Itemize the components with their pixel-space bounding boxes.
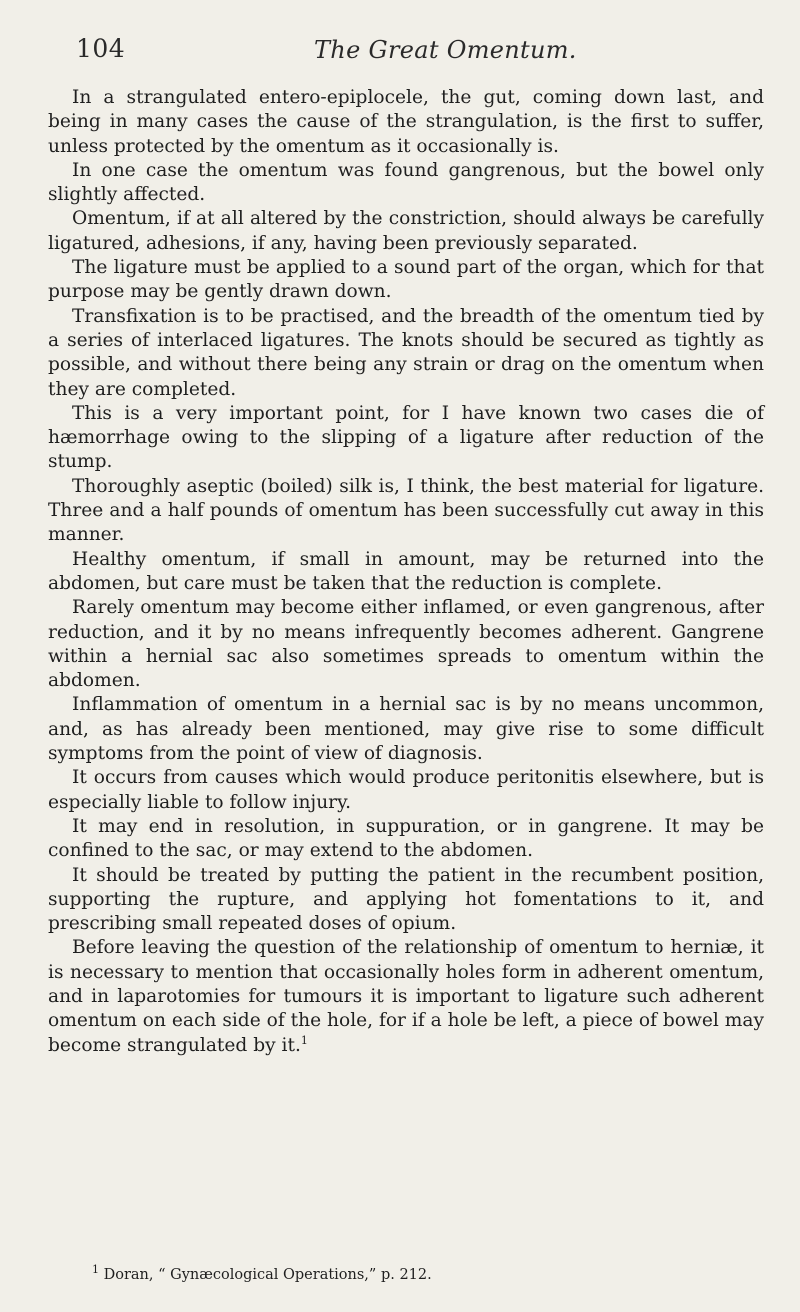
paragraph: This is a very important point, for I have known two cases die of hæmorrhage owing to the slipping of a ligature after reduction of the stump.	[48, 402, 764, 473]
paragraph: It should be treated by putting the patient in the recumbent position, supporting the rupture, and applying hot fomentations to it, and prescribing small repeated doses of opium.	[48, 864, 764, 935]
paragraph-text: Before leaving the question of the relationship of omentum to herniæ, it is necessary to mention that occasionally holes form in adherent omentum, and in laparotomies for tumours it is important to ligature such adherent omentum on each side of the hole, for if a hole be left, a piece of bowel may become strangulated by it.	[48, 937, 764, 1056]
running-title: The Great Omentum.	[314, 36, 577, 64]
paragraph: In one case the omentum was found gangrenous, but the bowel only slightly affected.	[48, 159, 764, 206]
paragraph: Healthy omentum, if small in amount, may be returned into the abdomen, but care must be taken that the reduction is complete.	[48, 548, 764, 594]
paragraph: Thoroughly aseptic (boiled) silk is, I think, the best material for ligature. Three and a half pounds of omentum has been successfully cut away in this manner.	[48, 475, 764, 546]
paragraph: Rarely omentum may become either inflamed, or even gangrenous, after reduction, and it by no means infrequently becomes adherent. Gangrene within a hernial sac also sometimes spreads to omentum within the abdomen.	[48, 597, 764, 692]
page-header	[44, 34, 756, 70]
footnote-marker: 1	[92, 1263, 99, 1277]
page-number: 104	[76, 34, 126, 63]
paragraph: In a strangulated entero-epiplocele, the gut, coming down last, and being in many cases the cause of the strangulation, is the first to suffer, unless protected by the omentum as it occasionally is.	[48, 87, 764, 157]
paragraph: Omentum, if at all altered by the constriction, should always be carefully ligatured, adhesions, if any, having been previously separated.	[48, 208, 764, 254]
paragraph-with-footnote-ref	[48, 936, 764, 1057]
paragraph: Transfixation is to be practised, and the breadth of the omentum tied by a series of interlaced ligatures. The knots should be secured as tightly as possible, and without there being any strain or drag on the omentum when they are completed.	[48, 305, 764, 400]
footnote	[48, 1263, 764, 1284]
body-text	[48, 86, 764, 1058]
paragraph: The ligature must be applied to a sound part of the organ, which for that purpose may be gently drawn down.	[48, 257, 764, 303]
paragraph: Inflammation of omentum in a hernial sac is by no means uncommon, and, as has already been mentioned, may give rise to some difficult symptoms from the point of view of diagnosis.	[48, 694, 764, 765]
paragraph: It may end in resolution, in suppuration, or in gangrene. It may be confined to the sac, or may extend to the abdomen.	[48, 815, 764, 862]
paragraph: It occurs from causes which would produce peritonitis elsewhere, but is especially liable to follow injury.	[48, 767, 764, 813]
footnote-text: Doran, “ Gynæcological Operations,” p. 212.	[103, 1267, 432, 1283]
footnote-reference: 1	[300, 1033, 308, 1047]
